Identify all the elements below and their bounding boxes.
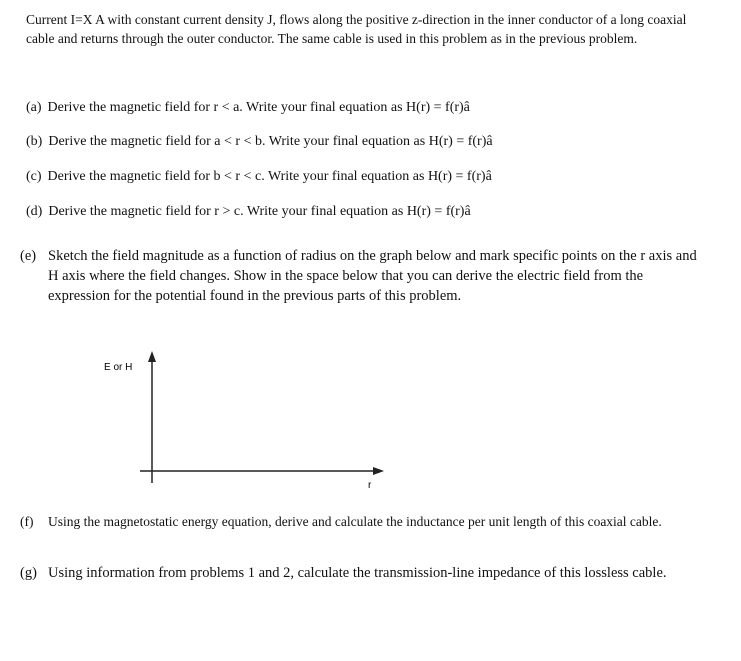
part-c-text: Derive the magnetic field for b < r < c. Write your final equation as H(r) = f(r)â (47, 169, 492, 184)
part-d-text: Derive the magnetic field for r > c. Write your final equation as H(r) = f(r)â (48, 204, 471, 219)
sketch-graph[interactable] (100, 345, 400, 495)
part-e (20, 246, 700, 306)
part-a (26, 98, 470, 118)
part-c-label: (c) (26, 169, 42, 184)
y-axis-arrowhead (148, 351, 156, 362)
part-f-text: Using the magnetostatic energy equation, derive and calculate the inductance per unit length of this coaxial cable. (48, 514, 662, 529)
x-axis-arrowhead (373, 467, 384, 475)
part-a-text: Derive the magnetic field for r < a. Write your final equation as H(r) = f(r)â (47, 100, 470, 115)
part-f-label: (f) (20, 514, 34, 529)
part-g-text: Using information from problems 1 and 2, calculate the transmission-line impedance of this lossless cable. (48, 565, 667, 581)
part-b-text: Derive the magnetic field for a < r < b. Write your final equation as H(r) = f(r)â (48, 134, 493, 149)
part-b-label: (b) (26, 134, 43, 149)
part-b (26, 132, 493, 152)
part-f (20, 512, 700, 531)
part-g (20, 563, 700, 583)
part-d (26, 202, 471, 222)
problem-intro: Current I=X A with constant current density J, flows along the positive z-direction in the inner conductor of a long coaxial cable and returns through the outer conductor. The same cable is used in this problem as in the previous problem. (26, 12, 687, 46)
part-a-label: (a) (26, 100, 42, 115)
part-c (26, 167, 492, 187)
y-axis-label: E or H (104, 362, 133, 373)
part-d-label: (d) (26, 204, 43, 219)
part-g-label: (g) (20, 565, 37, 581)
part-e-text: Sketch the field magnitude as a function of radius on the graph below and mark specific points on the r axis and H axis where the field changes. Show in the space below that you can derive the electric field from the expression for the potential found in the previous parts of this problem. (48, 248, 697, 304)
x-axis-label: r (368, 480, 372, 491)
part-e-label: (e) (20, 248, 37, 264)
